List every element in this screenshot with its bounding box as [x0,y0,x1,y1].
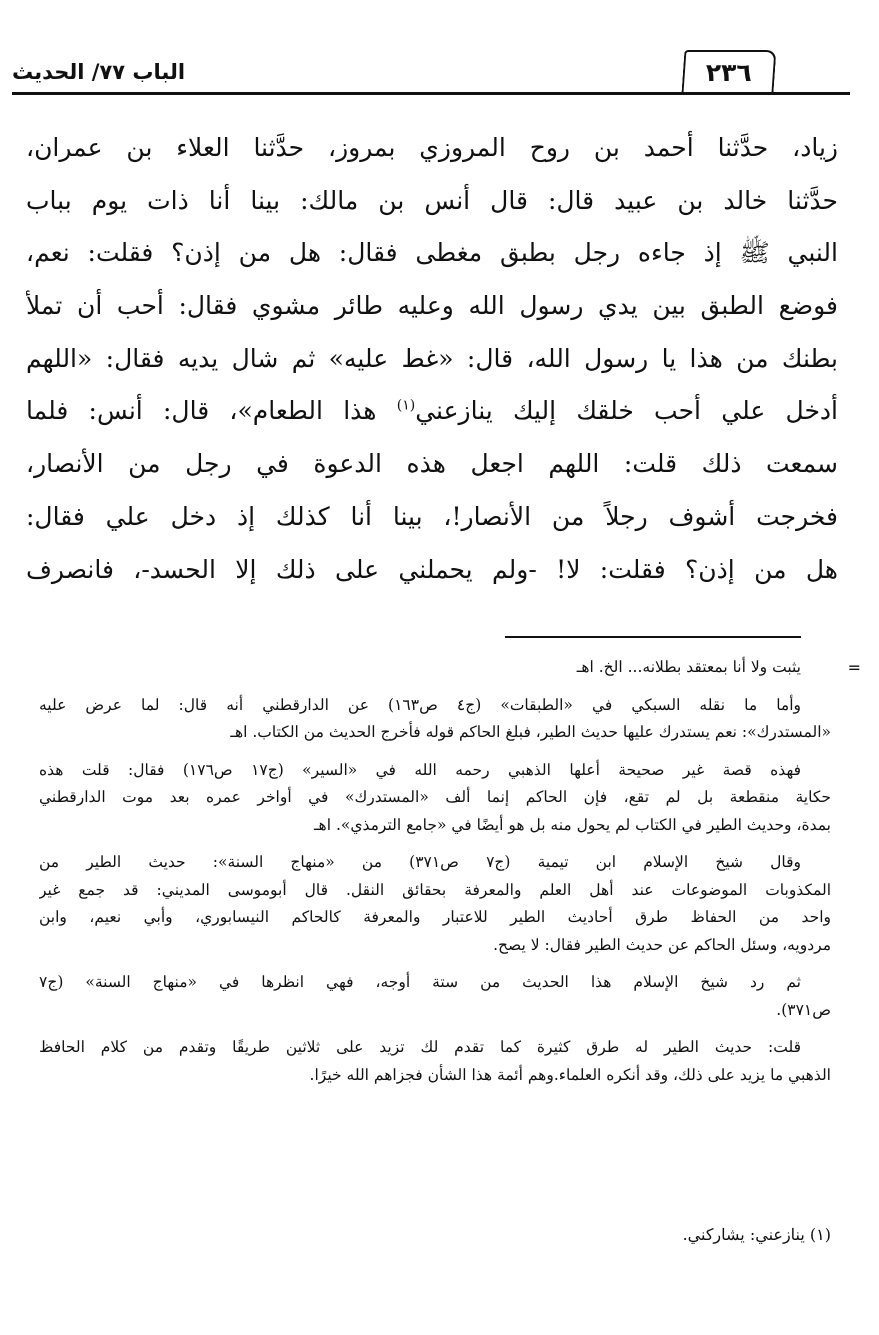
footnote-line: يثبت ولا أنا بمعتقد بطلانه... الخ. اهـ [576,658,801,676]
footnote-line: حكاية منقطعة بل لم تقع، فإن الحاكم إنما ألف «المستدرك» في أواخر عمره بعد موت الدارقطني [39,788,831,806]
footnote-paragraph [39,1034,831,1089]
footnote-line: فهذه قصة غير صحيحة أعلها الذهبي رحمه الله في «السير» (ج١٧ ص١٧٦) فقال: قلت هذه [39,760,801,779]
main-text-line: هل من إذن؟ فقلت: لا! -ولم يحملني على ذلك إلا الحسد-، فانصرف [26,554,838,584]
footnote-line: «المستدرك»: نعم يستدرك عليها حديث الطير، فبلغ الحاكم قوله فأخرج الحديث من الكتاب. اهـ [230,723,831,741]
main-text-line [26,385,838,438]
footnote-line: واحد من الحفاظ طرق أحاديث الطير للاعتبار والمعرفة كالحاكم النيسابوري، وأبي نعيم، وابن [39,908,831,926]
page-header [12,50,850,102]
footnote-paragraph [39,969,831,1024]
main-text-line: بطنك من هذا يا رسول الله، قال: «غط عليه» ثم شال يديه فقال: «اللهم [26,343,838,373]
footnote-paragraph [39,654,831,682]
footnote-line: ثم رد شيخ الإسلام هذا الحديث من ستة أوجه، فهي انظرها في «منهاج السنة» (ج٧ [39,973,801,991]
main-text-line: فوضع الطبق بين يدي رسول الله وعليه طائر مشوي فقال: أحب أن تملأ [26,291,838,321]
footnote-definition: (١) ينازعني: يشاركني. [682,1225,831,1244]
footnote-line: المكذوبات الموضوعات عند أهل العلم والمعرفة بحقائق النقل. قال أبوموسى المديني: قد جمع غير [39,880,831,899]
footnote-continuation-mark: = [847,658,861,677]
footnote-line: بمدة، وحديث الطير في الكتاب لم يحول منه بل هو أيضًا في «جامع الترمذي». اهـ [314,815,831,834]
footnote-line: ص٣٧١). [776,1000,831,1019]
footnote-paragraph [39,849,831,959]
page-number: ٢٣٦ [706,57,752,87]
footnote-line: مردويه، وسئل الحاكم عن حديث الطير فقال: لا يصح. [493,935,831,954]
chapter-title: الباب ٧٧/ الحديث [12,60,186,84]
footnote-line: وأما ما نقله السبكي في «الطبقات» (ج٤ ص١٦٣) عن الدارقطني أنه قال: لما عرض عليه [39,695,802,714]
footnotes [39,654,831,1099]
footnote-separator [505,636,801,638]
footnote-paragraph [39,692,831,747]
footnote-reference: (١) [396,398,416,415]
main-text-line: النبي ﷺ إذ جاءه رجل بطبق مغطى فقال: هل من إذن؟ فقلت: نعم، [26,238,838,268]
main-text-line: سمعت ذلك قلت: اللهم اجعل هذه الدعوة في رجل من الأنصار، [26,449,838,479]
main-text-line: فخرجت أشوف رجلاً من الأنصار!، بينا أنا كذلك إذ دخل علي فقال: [26,501,838,531]
footnote-paragraph [39,757,831,840]
main-text-line: زياد، حدَّثنا أحمد بن روح المروزي بمروز، حدَّثنا العلاء بن عمران، [26,133,838,162]
main-text-segment: هذا الطعام»، قال: أنس: فلما [26,396,397,426]
main-text-line: حدَّثنا خالد بن عبيد قال: قال أنس بن مالك: بينا أنا ذات يوم بباب [26,185,838,215]
main-text [26,122,838,596]
page-number-box [682,50,777,92]
footnote-line: قلت: حديث الطير له طرق كثيرة كما تقدم لك تزيد على ثلاثين طريقًا وتقدم من كلام الحافظ [39,1038,801,1056]
footnote-line: وقال شيخ الإسلام ابن تيمية (ج٧ ص٣٧١) من «منهاج السنة»: حديث الطير من [39,853,802,871]
main-text-segment: أدخل علي أحب خلقك إليك ينازعني [415,396,838,426]
header-rule [12,92,850,95]
footnote-line: الذهبي ما يزيد على ذلك، وقد أنكره العلماء.وهم أئمة هذا الشأن فجزاهم الله خيرًا. [309,1065,831,1084]
